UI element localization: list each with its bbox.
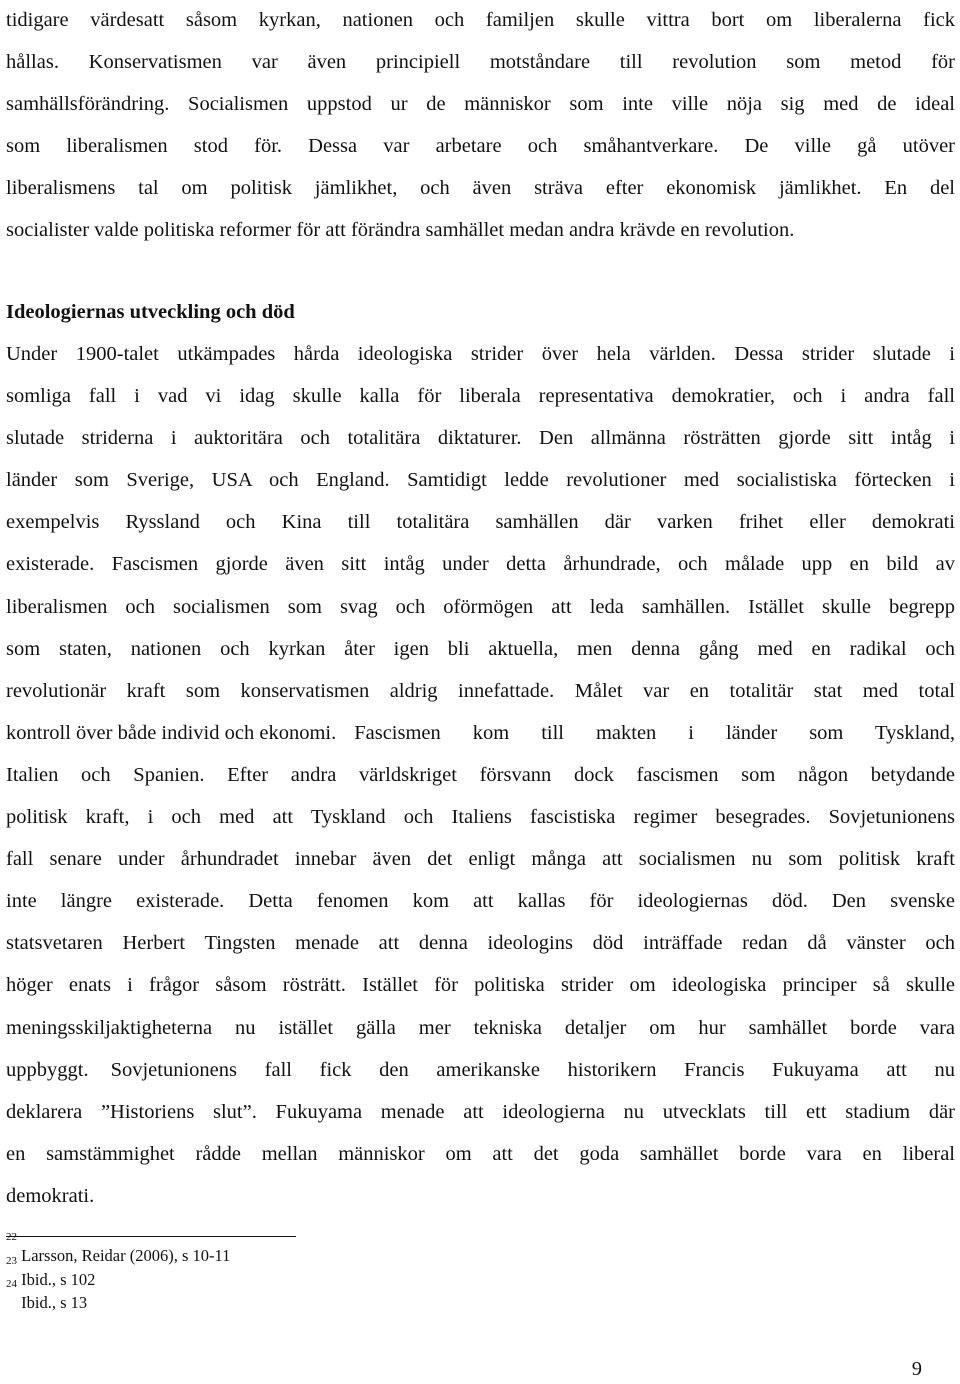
text-line: Under 1900-talet utkämpades hårda ideologiska strider över hela världen. Dessa strider slutade i xyxy=(6,343,955,365)
text-line: inte längre existerade. Detta fenomen kom att kallas för ideologiernas död. Den svenske xyxy=(6,890,955,913)
text-line: som staten, nationen och kyrkan åter igen bli aktuella, men denna gång med en radikal och xyxy=(6,637,955,660)
text-fragment: kontroll över både individ och ekonomi. xyxy=(6,721,337,744)
text-line: somliga fall i vad vi idag skulle kalla för liberala representativa demokratier, och i andra fall xyxy=(6,385,955,408)
text-line xyxy=(6,1049,955,1091)
text-line: slutade striderna i auktoritära och totalitära diktaturer. Den allmänna rösträtten gjorde sitt intåg i xyxy=(6,427,955,450)
footnote-22 xyxy=(6,1231,231,1268)
footnotes xyxy=(6,1231,231,1315)
footnote-number: 22 xyxy=(6,1231,17,1243)
section-heading xyxy=(6,291,955,333)
footnote-text: Larsson, Reidar (2006), s 10-11 xyxy=(21,1246,231,1265)
text-line: fall senare under århundradet innebar även det enligt många att socialismen nu som politisk kraft xyxy=(6,848,955,871)
text-line: liberalismens tal om politisk jämlikhet, och även sträva efter ekonomisk jämlikhet. En del xyxy=(6,177,955,200)
footnote-text: Ibid., s 13 xyxy=(21,1293,88,1312)
text-line: en samstämmighet rådde mellan människor om att det goda samhället borde vara en liberal xyxy=(6,1142,955,1165)
text-fragment: socialister valde politiska reformer för att förändra samhället medan andra krävde en revolution. xyxy=(6,219,795,242)
text-line: existerade. Fascismen gjorde även sitt intåg under detta århundrade, och målade upp en bild av xyxy=(6,553,955,576)
text-line: exempelvis Ryssland och Kina till totalitära samhällen där varken frihet eller demokrati xyxy=(6,511,955,534)
text-line: som liberalismen stod för. Dessa var arbetare och småhantverkare. De ville gå utöver xyxy=(6,135,955,158)
text-line-last: demokrati. xyxy=(6,1184,95,1207)
text-line: länder som Sverige, USA och England. Samtidigt ledde revolutioner med socialistiska förtecken i xyxy=(6,469,955,492)
page-number: 9 xyxy=(911,1358,922,1380)
text-line: tidigare värdesatt såsom kyrkan, nationen och familjen skulle vittra bort om liberalerna fick xyxy=(6,9,955,31)
footnote-separator xyxy=(6,1236,296,1237)
text-line xyxy=(6,712,955,754)
text-line: samhällsförändring. Socialismen uppstod ur de människor som inte ville nöja sig med de ideal xyxy=(6,93,955,116)
text-line: höger enats i frågor såsom rösträtt. Istället för politiska strider om ideologiska principer så skulle xyxy=(6,974,955,997)
text-fragment: uppbyggt. xyxy=(6,1058,89,1081)
text-line-last xyxy=(6,209,955,251)
text-fragment: Fascismen kom till makten i länder som Tyskland, xyxy=(354,721,955,744)
text-line: hållas. Konservatismen var även principiell motståndare till revolution som metod för xyxy=(6,51,955,74)
text-line: deklarera ”Historiens slut”. Fukuyama menade att ideologierna nu utvecklats till ett stadium där xyxy=(6,1100,955,1123)
text-line: liberalismen och socialismen som svag och oförmögen att leda samhällen. Istället skulle begrepp xyxy=(6,595,955,618)
main-paragraph xyxy=(6,333,955,1217)
heading-text: Ideologiernas utveckling och död xyxy=(6,301,295,323)
text-line: politisk kraft, i och med att Tyskland och Italiens fascistiska regimer besegrades. Sovjetunionens xyxy=(6,806,955,829)
text-line: statsvetaren Herbert Tingsten menade att denna ideologins död inträffade redan då vänster och xyxy=(6,932,955,955)
footnote-number: 24 xyxy=(6,1278,17,1290)
footnote-number: 23 xyxy=(6,1254,17,1267)
top-paragraph xyxy=(6,0,955,252)
footnote-text: Ibid., s 102 xyxy=(21,1269,96,1289)
text-line: revolutionär kraft som konservatismen aldrig innefattade. Målet var en totalitär stat med total xyxy=(6,679,955,702)
text-fragment: Sovjetunionens fall fick den amerikanske historikern Francis Fukuyama att nu xyxy=(110,1058,955,1081)
text-line: meningsskiljaktigheterna nu istället gälla mer tekniska detaljer om hur samhället borde vara xyxy=(6,1016,955,1039)
text-line: Italien och Spanien. Efter andra världskriget försvann dock fascismen som någon betydande xyxy=(6,763,955,786)
